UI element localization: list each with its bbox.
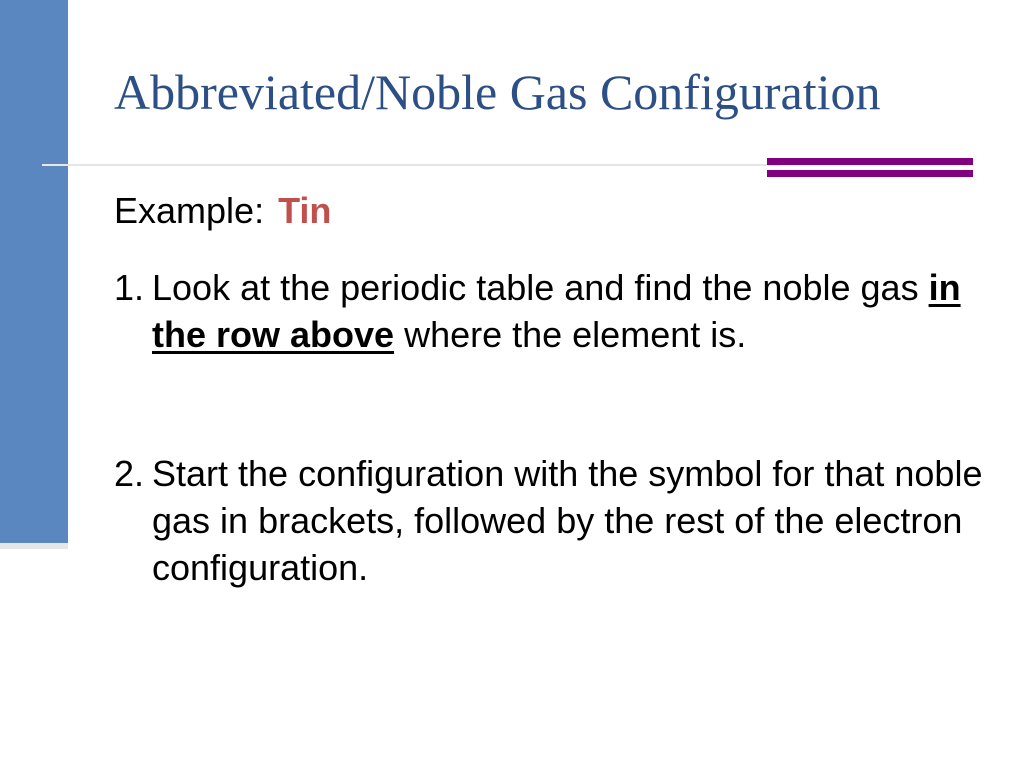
step-number: 1. bbox=[114, 267, 145, 308]
title-divider bbox=[42, 164, 780, 166]
example-line bbox=[114, 187, 331, 235]
list-item-step-2 bbox=[114, 450, 994, 591]
left-accent-bar bbox=[0, 0, 68, 543]
list-item-step-1 bbox=[114, 264, 994, 358]
left-accent-bar-shadow bbox=[0, 543, 68, 549]
step-number: 2. bbox=[114, 453, 145, 494]
step-text: Start the configuration with the symbol for that noble gas in brackets, followed by the rest of the electron configuration. bbox=[152, 453, 983, 588]
decorative-double-bar bbox=[767, 158, 973, 180]
step-emphasis: in the row above bbox=[152, 267, 961, 355]
decorative-bar-top bbox=[767, 158, 973, 165]
step-text-end: where the element is. bbox=[394, 314, 747, 355]
example-value: Tin bbox=[278, 190, 332, 231]
step-text-start: Look at the periodic table and find the noble gas bbox=[152, 267, 929, 308]
step-text bbox=[152, 264, 994, 358]
decorative-bar-bottom bbox=[767, 170, 973, 177]
example-label: Example: bbox=[114, 190, 265, 231]
slide-title: Abbreviated/Noble Gas Configuration bbox=[114, 64, 881, 120]
